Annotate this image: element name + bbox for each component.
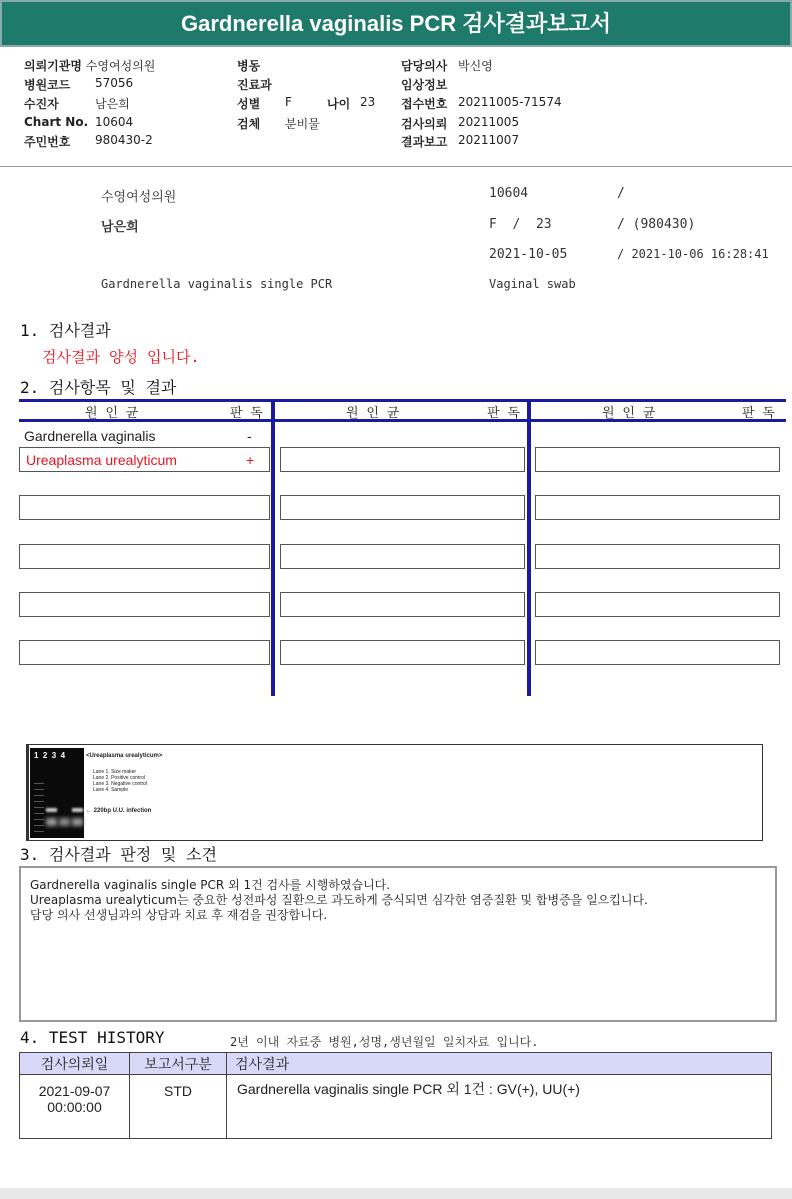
specimen-label: 검체 (237, 117, 261, 131)
opinion-line-2: Ureaplasma urealyticum는 중요한 성전파성 질환으로 과도하게 증식되면 심각한 염증질환 및 합병증을 일으킵니다. (30, 893, 648, 907)
institution-label: 의뢰기관명 (24, 59, 82, 73)
primer-band (72, 818, 83, 826)
section2-title: 2. 검사항목 및 결과 (20, 378, 177, 397)
result-name-gv: Gardnerella vaginalis (24, 428, 156, 444)
hospital-code-value: 57056 (95, 76, 134, 90)
result-cell-empty (19, 592, 270, 617)
grid-divider-2 (527, 399, 531, 696)
summary-test-name: Gardnerella vaginalis single PCR (101, 277, 333, 291)
summary-sex-age: F / 23 (489, 217, 552, 232)
result-cell-empty (535, 592, 780, 617)
col-cause-2: 원 인 균 (346, 406, 400, 421)
result-cell-empty (19, 544, 270, 569)
receipt-label: 접수번호 (401, 97, 448, 111)
dept-label: 진료과 (237, 78, 272, 92)
summary-birth: / (980430) (617, 217, 696, 232)
summary-patient: 남은희 (101, 220, 139, 235)
size-marker-ladder (34, 778, 44, 833)
result-cell-empty (280, 544, 525, 569)
header-divider (0, 166, 792, 167)
request-value: 20211005 (458, 115, 520, 129)
positive-result-text: 검사결과 양성 입니다. (42, 348, 200, 366)
table-row (20, 1075, 772, 1139)
hospital-code-row (24, 76, 70, 93)
gel-lane-numbers: 1 2 3 4 (34, 751, 66, 760)
summary-report-date: / 2021-10-06 16:28:41 (617, 247, 769, 261)
history-date: 2021-09-07 (38, 1083, 111, 1099)
institution-value: 수영여성의원 (85, 59, 156, 73)
primer-band (59, 818, 70, 826)
gel-electrophoresis-image (30, 748, 84, 838)
result-cell-empty (280, 640, 525, 665)
result-cell-empty (535, 495, 780, 520)
sex-label: 성별 (237, 97, 261, 111)
col-cause-1: 원 인 균 (85, 406, 139, 421)
opinion-line-1: Gardnerella vaginalis single PCR 외 1건 검사를 시행하였습니다. (30, 878, 391, 892)
clinical-label: 임상정보 (401, 78, 448, 92)
result-cell-empty (535, 640, 780, 665)
doctor-label: 담당의사 (401, 59, 448, 73)
result-cell-empty (280, 495, 525, 520)
sample-band (72, 808, 83, 812)
report-label: 결과보고 (401, 135, 448, 149)
report-value: 20211007 (458, 133, 520, 147)
result-cell-empty (535, 447, 780, 472)
section3-title: 3. 검사결과 판정 및 소견 (20, 845, 217, 864)
sex-value: F (285, 95, 292, 109)
summary-request-date: 2021-10-05 (489, 247, 568, 262)
history-time: 00:00:00 (47, 1099, 102, 1115)
chart-value: 10604 (95, 115, 134, 129)
history-col-date: 검사의뢰일 (20, 1053, 130, 1075)
history-note: 2년 이내 자료중 병원,성명,생년월일 일치자료 입니다. (230, 1035, 539, 1049)
result-cell-empty (535, 544, 780, 569)
chart-label: Chart No. (24, 115, 89, 129)
result-cell-empty (280, 447, 525, 472)
request-label: 검사의뢰 (401, 117, 448, 131)
history-type: STD (130, 1075, 227, 1139)
resident-label: 주민번호 (24, 135, 71, 149)
age-label: 나이 (327, 97, 351, 111)
result-cell-empty (19, 640, 270, 665)
summary-specimen: Vaginal swab (489, 277, 576, 291)
gel-legend-3: Lane 3. Negative control (93, 781, 148, 787)
summary-chart: 10604 (489, 186, 529, 201)
receipt-value: 20211005-71574 (458, 95, 562, 109)
result-cell-empty (19, 495, 270, 520)
gel-band-marker: ← 220bp U.U. infection (86, 808, 152, 814)
specimen-value: 분비물 (285, 117, 320, 131)
history-col-type: 보고서구분 (130, 1053, 227, 1075)
history-table (19, 1052, 772, 1139)
opinion-box (19, 866, 777, 1022)
history-col-result: 검사결과 (227, 1053, 772, 1075)
primer-band (46, 818, 57, 826)
history-result: Gardnerella vaginalis single PCR 외 1건 : GV(+), UU(+) (227, 1075, 772, 1139)
positive-band (46, 808, 57, 812)
report-title: Gardnerella vaginalis PCR 검사결과보고서 (0, 0, 792, 47)
gel-legend-2: Lane 2. Positive control (93, 775, 145, 781)
ward-label: 병동 (237, 59, 261, 73)
result-cell-empty (280, 592, 525, 617)
result-name-uu: Ureaplasma urealyticum (26, 452, 177, 468)
footer-band (0, 1188, 792, 1199)
col-cause-3: 원 인 균 (602, 406, 656, 421)
patient-label: 수진자 (24, 97, 59, 111)
doctor-value: 박신영 (458, 59, 493, 73)
opinion-line-3: 담당 의사 선생님과의 상담과 치료 후 재검을 권장합니다. (30, 908, 328, 922)
col-judge-2: 판 독 (487, 406, 520, 421)
history-header-row (20, 1053, 772, 1075)
col-judge-1: 판 독 (230, 406, 263, 421)
summary-slash: / (617, 186, 625, 201)
age-value: 23 (360, 95, 376, 109)
gel-legend-1: Lane 1. Size maker (93, 769, 137, 775)
result-value-uu: + (246, 452, 255, 468)
gel-legend-4: Lane 4. Sample (93, 787, 129, 793)
history-date-cell (20, 1075, 130, 1139)
section1-title: 1. 검사결과 (20, 321, 111, 340)
institution-row (24, 57, 155, 74)
summary-institution: 수영여성의원 (101, 190, 177, 205)
result-value-gv: - (247, 428, 252, 444)
hospital-code-label: 병원코드 (24, 78, 71, 92)
resident-value: 980430-2 (95, 133, 153, 147)
col-judge-3: 판 독 (742, 406, 775, 421)
gel-title: <Ureaplasma urealyticum> (86, 753, 163, 759)
patient-value: 남은희 (95, 97, 130, 111)
grid-divider-1 (271, 399, 275, 696)
section4-title: 4. TEST HISTORY (20, 1028, 165, 1047)
